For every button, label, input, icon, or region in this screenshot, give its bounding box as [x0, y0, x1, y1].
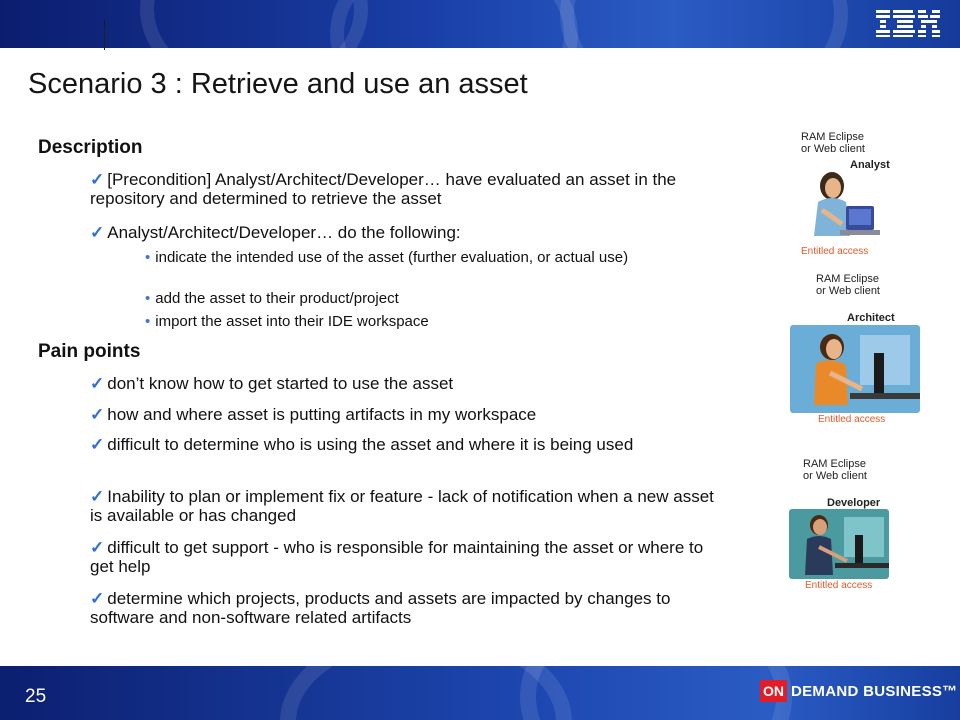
- client-label-line: RAM Eclipse: [816, 273, 879, 285]
- list-item-text: Inability to plan or implement fix or feature - lack of notification when a new asset is available or has changed: [90, 487, 714, 525]
- client-label-line: or Web client: [816, 285, 880, 297]
- bullet-dot-icon: •: [145, 249, 151, 266]
- check-icon: ✓: [90, 405, 105, 424]
- brand-tagline: DEMAND BUSINESS™: [791, 682, 958, 700]
- client-label-line: RAM Eclipse: [801, 131, 864, 143]
- check-icon: ✓: [90, 538, 105, 557]
- top-banner: [0, 0, 960, 48]
- role-name: Analyst: [850, 159, 890, 171]
- client-label: [803, 458, 867, 482]
- bottom-banner: [0, 666, 960, 720]
- sub-list-item: [145, 290, 715, 307]
- client-label-line: or Web client: [803, 470, 867, 482]
- banner-swirl: [560, 0, 848, 48]
- list-item-text: Analyst/Architect/Developer… do the following:: [107, 223, 461, 242]
- sub-list-item-text: add the asset to their product/project: [155, 290, 399, 307]
- analyst-illustration: [802, 158, 880, 244]
- description-heading: Description: [38, 137, 143, 158]
- client-label: [816, 273, 880, 297]
- list-item: [90, 170, 720, 208]
- on-badge: ON: [760, 680, 787, 702]
- sub-list-item-text: import the asset into their IDE workspace: [155, 313, 429, 330]
- sub-list-item: [145, 313, 715, 330]
- ibm-logo: [876, 8, 942, 38]
- role-name: Developer: [827, 497, 881, 509]
- list-item: [90, 589, 720, 627]
- list-item: [90, 374, 720, 393]
- bullet-dot-icon: •: [145, 290, 151, 307]
- client-label-line: RAM Eclipse: [803, 458, 866, 470]
- client-label-line: or Web client: [801, 143, 865, 155]
- check-icon: ✓: [90, 435, 105, 454]
- developer-illustration: [789, 509, 889, 579]
- check-icon: ✓: [90, 374, 105, 393]
- list-item: [90, 487, 720, 525]
- check-icon: ✓: [90, 170, 105, 189]
- entitled-access-label: Entitled access: [818, 414, 886, 425]
- bullet-dot-icon: •: [145, 313, 151, 330]
- title-divider: [104, 28, 105, 50]
- client-label: [801, 131, 865, 155]
- list-item: [90, 405, 720, 424]
- sub-list-item: [145, 249, 715, 266]
- sub-list-item-text: indicate the intended use of the asset (further evaluation, or actual use): [155, 249, 629, 266]
- banner-swirl: [140, 0, 368, 48]
- entitled-access-label: Entitled access: [801, 246, 869, 257]
- check-icon: ✓: [90, 223, 105, 242]
- check-icon: ✓: [90, 487, 105, 506]
- page-number: 25: [25, 686, 47, 707]
- list-item-text: how and where asset is putting artifacts in my workspace: [107, 405, 537, 424]
- list-item-text: don’t know how to get started to use the asset: [107, 374, 454, 393]
- page-title: Scenario 3 : Retrieve and use an asset: [28, 68, 528, 100]
- list-item-text: difficult to determine who is using the asset and where it is being used: [107, 435, 634, 454]
- on-demand-business-logo: [760, 679, 957, 703]
- pain-points-heading: Pain points: [38, 341, 141, 362]
- list-item: [90, 538, 720, 576]
- list-item-text: determine which projects, products and assets are impacted by changes to software and non-software related artifacts: [90, 589, 671, 627]
- list-item-text: difficult to get support - who is responsible for maintaining the asset or where to get help: [90, 538, 704, 576]
- entitled-access-label: Entitled access: [805, 580, 873, 591]
- architect-illustration: [790, 325, 920, 413]
- list-item: [90, 223, 720, 242]
- check-icon: ✓: [90, 589, 105, 608]
- banner-swirl: [520, 666, 792, 720]
- list-item-text: [Precondition] Analyst/Architect/Developer… have evaluated an asset in the repository and determined to retrieve the asset: [90, 170, 677, 208]
- role-name: Architect: [847, 312, 895, 324]
- list-item: [90, 435, 720, 454]
